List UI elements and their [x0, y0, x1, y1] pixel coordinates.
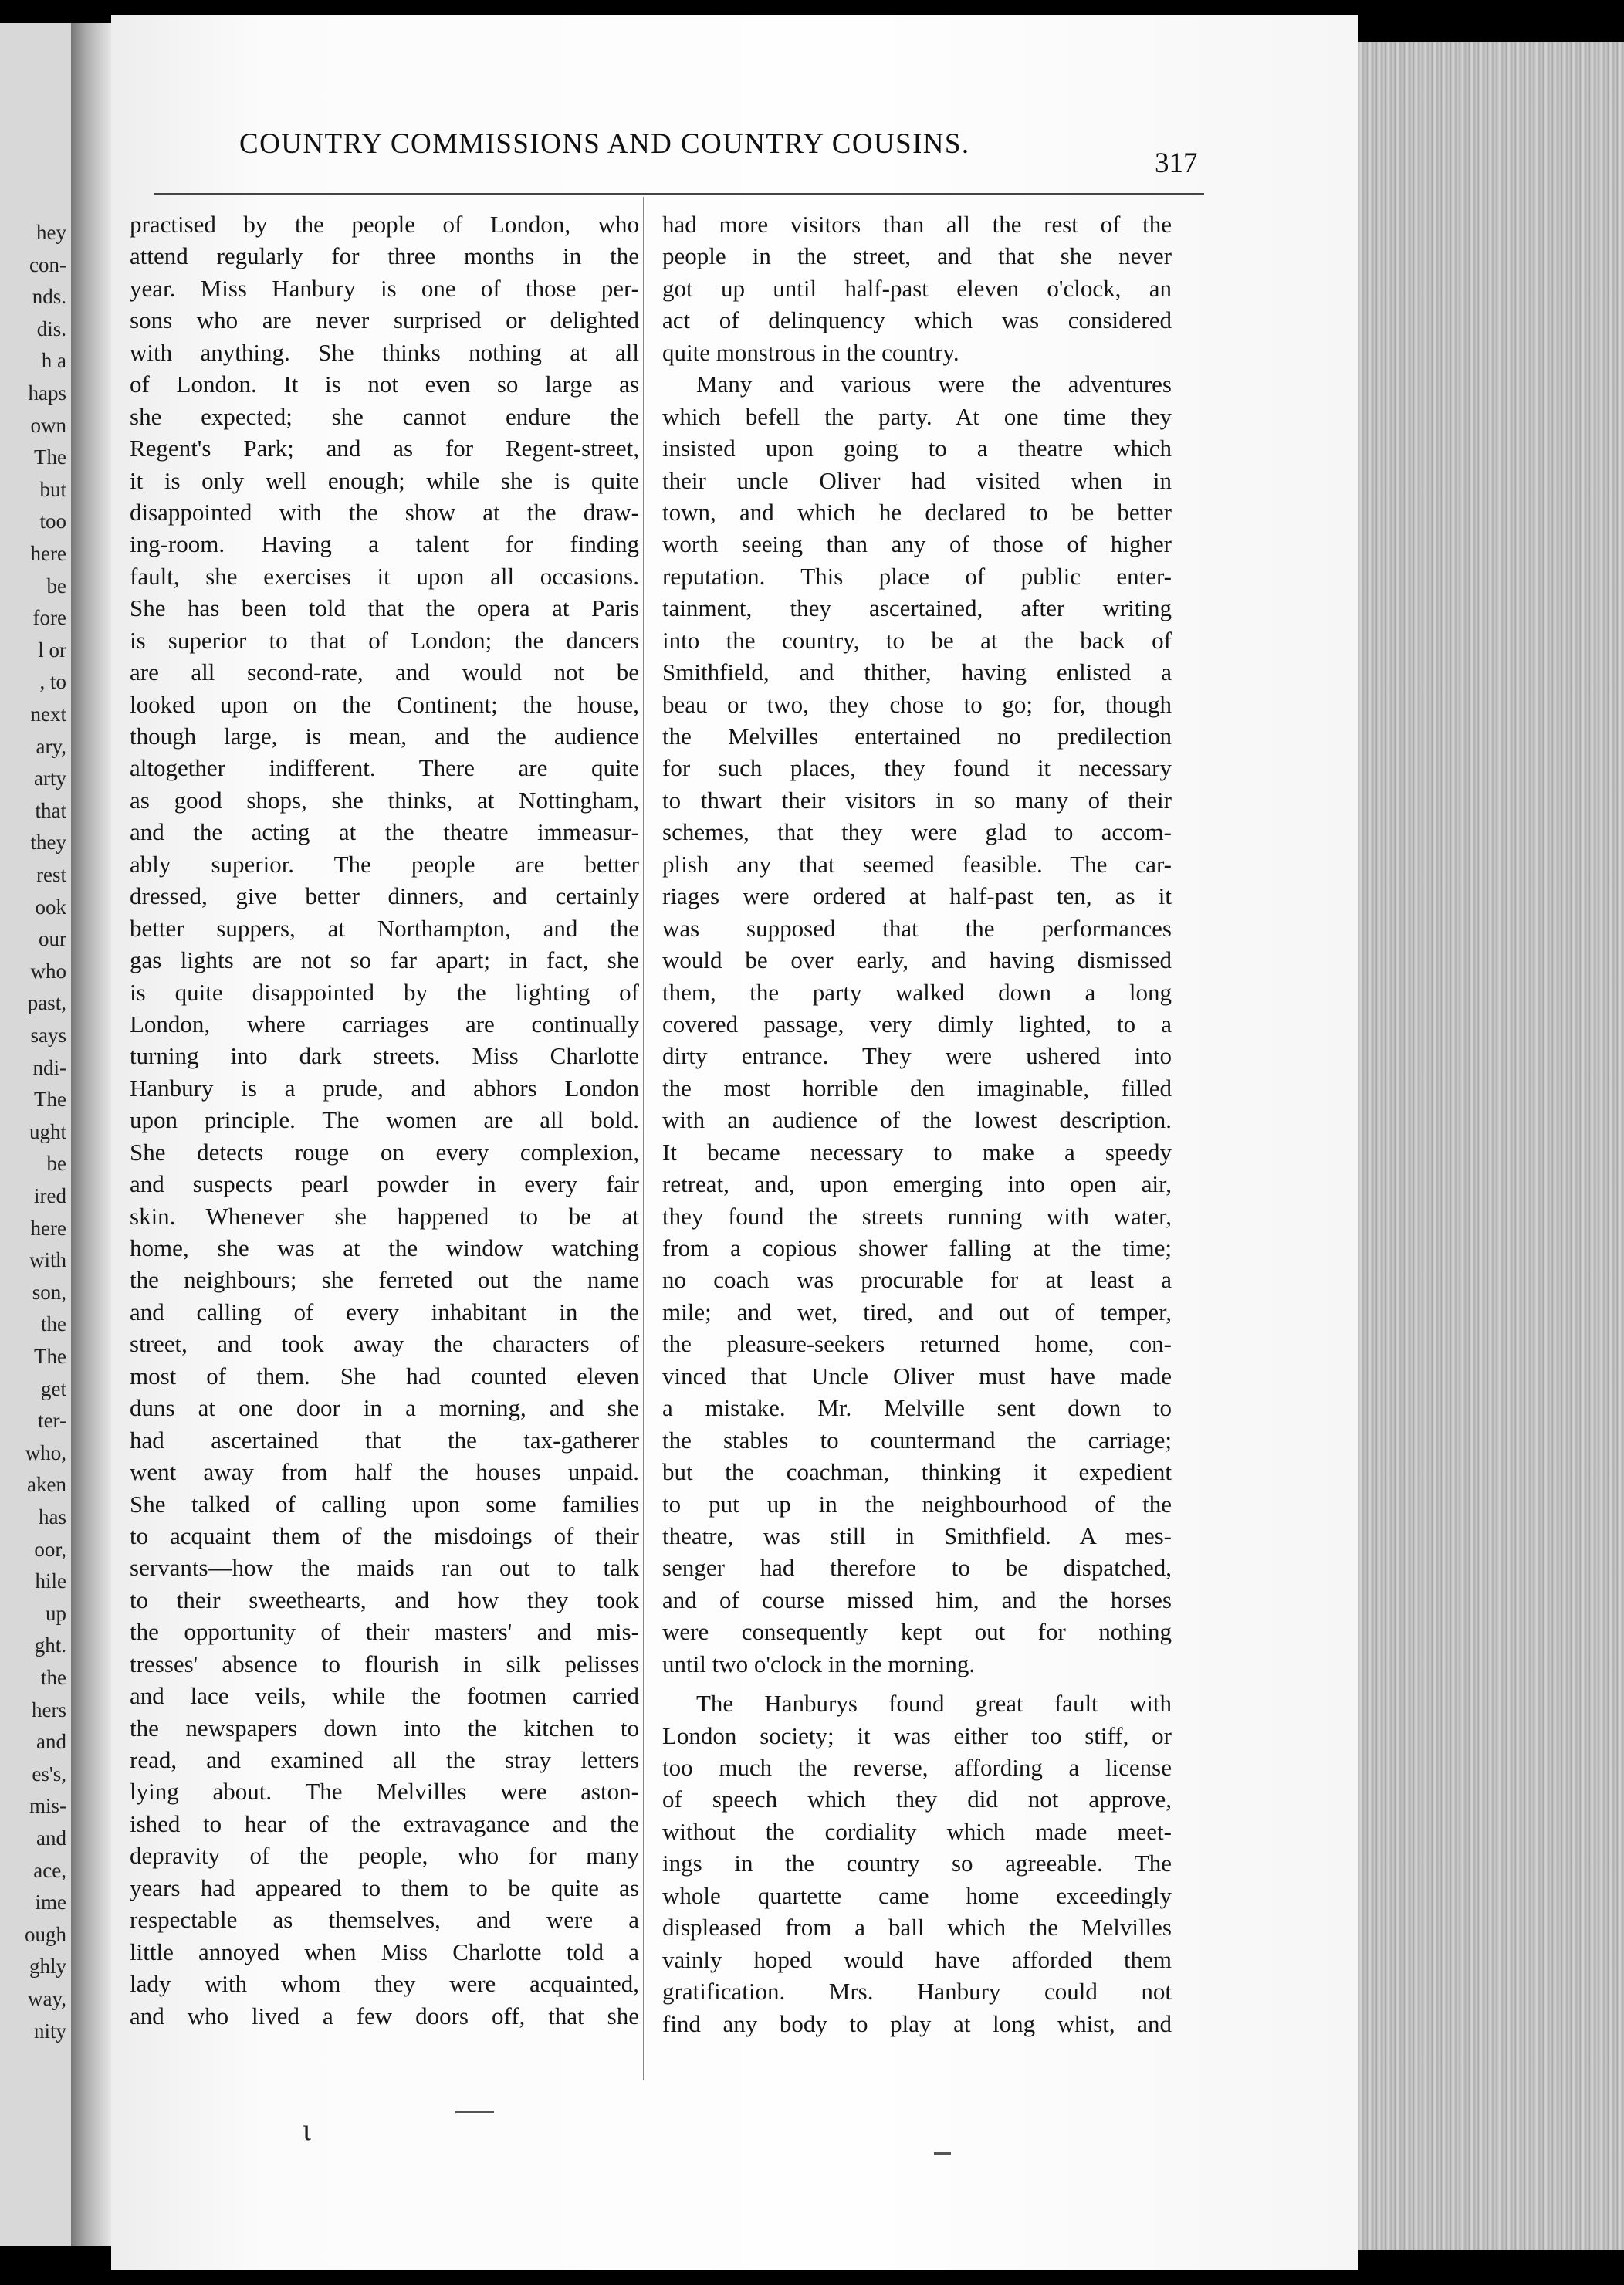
- facing-page-fragment: here: [30, 1216, 66, 1240]
- text-line: to thwart their visitors in so many of their: [662, 786, 1172, 814]
- ink-mark: [455, 2111, 494, 2113]
- text-line: the newspapers down into the kitchen to: [130, 1714, 639, 1742]
- facing-page-fragment: the: [41, 1312, 66, 1336]
- page-number: 317: [1155, 147, 1198, 179]
- text-line: would be over early, and having dismissed: [662, 946, 1172, 974]
- facing-page-fragment: next: [30, 702, 66, 726]
- text-line: from a copious shower falling at the time;: [662, 1234, 1172, 1261]
- text-line: with an audience of the lowest description.: [662, 1106, 1172, 1134]
- text-line: the pleasure-seekers returned home, con-: [662, 1330, 1172, 1358]
- text-line: reputation. This place of public enter-: [662, 562, 1172, 590]
- text-line: tresses' absence to flourish in silk pelisses: [130, 1650, 639, 1677]
- previous-page-edge: [0, 23, 71, 2246]
- left-column: [130, 208, 639, 2032]
- facing-page-fragment: get: [41, 1376, 66, 1400]
- facing-page-fragment: son,: [32, 1280, 66, 1304]
- facing-page-fragment: hers: [32, 1698, 66, 1721]
- facing-page-fragment: be: [46, 1152, 66, 1176]
- facing-page-fragment: past,: [27, 991, 66, 1015]
- text-line: most of them. She had counted eleven: [130, 1362, 639, 1390]
- facing-page-fragment: ter-: [38, 1409, 66, 1433]
- facing-page-fragment: here: [30, 542, 66, 565]
- facing-page-fragment: our: [39, 927, 66, 951]
- text-line: fault, she exercises it upon all occasions.: [130, 562, 639, 590]
- text-line: though large, is mean, and the audience: [130, 723, 639, 750]
- text-line: upon principle. The women are all bold.: [130, 1106, 639, 1134]
- facing-page-fragment: who: [30, 959, 66, 983]
- text-line: lady with whom they were acquainted,: [130, 1970, 639, 1998]
- facing-page-fragment: nds.: [32, 285, 66, 309]
- text-line: The Hanburys found great fault with: [696, 1690, 1172, 1718]
- text-line: a mistake. Mr. Melville sent down to: [662, 1394, 1172, 1422]
- text-line: mile; and wet, tired, and out of temper,: [662, 1298, 1172, 1325]
- text-line: vinced that Uncle Oliver must have made: [662, 1362, 1172, 1390]
- text-line: were consequently kept out for nothing: [662, 1618, 1172, 1646]
- text-line: for such places, they found it necessary: [662, 754, 1172, 782]
- text-line: find any body to play at long whist, and: [662, 2009, 1172, 2037]
- facing-page-fragment: arty: [34, 767, 66, 790]
- text-line: too much the reverse, affording a license: [662, 1754, 1172, 1781]
- facing-page-fragment: ough: [25, 1922, 66, 1946]
- text-line: home, she was at the window watching: [130, 1234, 639, 1261]
- text-line: quite monstrous in the country.: [662, 338, 959, 366]
- facing-page-fragment: haps: [28, 381, 66, 405]
- text-line: ing-room. Having a talent for finding: [130, 530, 639, 558]
- text-line: sons who are never surprised or delighted: [130, 306, 639, 334]
- text-line: the most horrible den imaginable, filled: [662, 1074, 1172, 1102]
- facing-page-fragment: ired: [34, 1184, 66, 1207]
- text-line: without the cordiality which made meet-: [662, 1817, 1172, 1845]
- text-line: whole quartette came home exceedingly: [662, 1881, 1172, 1909]
- text-line: and who lived a few doors off, that she: [130, 2002, 639, 2029]
- facing-page-fragment: fore: [32, 606, 66, 630]
- text-line: is superior to that of London; the dancers: [130, 626, 639, 654]
- text-line: looked upon on the Continent; the house,: [130, 690, 639, 718]
- text-line: of speech which they did not approve,: [662, 1786, 1172, 1813]
- facing-page-fragment: rest: [36, 863, 66, 886]
- text-line: the neighbours; she ferreted out the name: [130, 1266, 639, 1294]
- text-line: she expected; she cannot endure the: [130, 402, 639, 430]
- facing-page-fragment: ook: [35, 895, 66, 919]
- text-line: had more visitors than all the rest of the: [662, 211, 1172, 238]
- facing-page-fragment: who,: [25, 1440, 66, 1464]
- facing-page-fragment: dis.: [36, 317, 66, 340]
- facing-page-fragment: but: [39, 477, 66, 501]
- text-line: little annoyed when Miss Charlotte told a: [130, 1938, 639, 1965]
- text-line: had ascertained that the tax-gatherer: [130, 1426, 639, 1454]
- facing-page-fragment: hile: [35, 1569, 66, 1593]
- text-line: which befell the party. At one time they: [662, 402, 1172, 430]
- text-line: and calling of every inhabitant in the: [130, 1298, 639, 1325]
- text-line: tainment, they ascertained, after writing: [662, 594, 1172, 622]
- facing-page-fragment: ndi-: [32, 1055, 66, 1079]
- text-line: She detects rouge on every complexion,: [130, 1138, 639, 1166]
- text-line: year. Miss Hanbury is one of those per-: [130, 274, 639, 302]
- text-line: ished to hear of the extravagance and the: [130, 1809, 639, 1837]
- text-line: Hanbury is a prude, and abhors London: [130, 1074, 639, 1102]
- text-line: but the coachman, thinking it expedient: [662, 1458, 1172, 1486]
- text-line: their uncle Oliver had visited when in: [662, 466, 1172, 494]
- text-line: as good shops, she thinks, at Nottingham,: [130, 786, 639, 814]
- facing-page-fragment: mis-: [29, 1794, 66, 1818]
- facing-page-fragment: up: [46, 1601, 66, 1625]
- text-line: disappointed with the show at the draw-: [130, 498, 639, 526]
- text-line: Regent's Park; and as for Regent-street,: [130, 435, 639, 462]
- paragraph-gap: [662, 1680, 1172, 1688]
- text-line: She has been told that the opera at Paris: [130, 594, 639, 622]
- facing-page-fragment: and: [36, 1730, 66, 1754]
- text-line: It became necessary to make a speedy: [662, 1138, 1172, 1166]
- text-line: ings in the country so agreeable. The: [662, 1850, 1172, 1877]
- facing-page-fragment: The: [34, 445, 66, 469]
- text-line: and suspects pearl powder in every fair: [130, 1170, 639, 1198]
- facing-page-fragment: says: [30, 1024, 66, 1047]
- text-line: covered passage, very dimly lighted, to a: [662, 1010, 1172, 1038]
- ink-mark: ɩ: [303, 2112, 311, 2147]
- facing-page-fragment: nity: [33, 2019, 66, 2043]
- text-line: London society; it was either too stiff, or: [662, 1721, 1172, 1749]
- text-line: She talked of calling upon some families: [130, 1490, 639, 1518]
- text-line: dressed, give better dinners, and certainly: [130, 882, 639, 910]
- text-line: and the acting at the theatre immeasur-: [130, 818, 639, 846]
- text-line: are all second-rate, and would not be: [130, 658, 639, 686]
- text-line: into the country, to be at the back of: [662, 626, 1172, 654]
- text-line: better suppers, at Northampton, and the: [130, 914, 639, 942]
- facing-page-fragment: ary,: [36, 734, 66, 758]
- column-divider: [643, 197, 644, 2080]
- facing-page-fragment: aken: [27, 1473, 66, 1497]
- text-line: schemes, that they were glad to accom-: [662, 818, 1172, 846]
- text-line: respectable as themselves, and were a: [130, 1906, 639, 1934]
- text-line: went away from half the houses unpaid.: [130, 1458, 639, 1486]
- text-line: to acquaint them of the misdoings of their: [130, 1522, 639, 1549]
- facing-page-fragment: ghly: [29, 1955, 66, 1979]
- facing-page-fragment: way,: [28, 1987, 66, 2010]
- running-head: COUNTRY COMMISSIONS AND COUNTRY COUSINS.: [239, 128, 970, 160]
- text-line: Many and various were the adventures: [696, 371, 1172, 398]
- text-line: displeased from a ball which the Melvilles: [662, 1914, 1172, 1941]
- text-line: the stables to countermand the carriage;: [662, 1426, 1172, 1454]
- facing-page-fragment: too: [39, 509, 66, 533]
- facing-page-fragment: ime: [35, 1891, 66, 1914]
- text-line: attend regularly for three months in the: [130, 242, 639, 270]
- facing-page-fragment: has: [39, 1505, 66, 1528]
- text-line: got up until half-past eleven o'clock, an: [662, 274, 1172, 302]
- text-line: act of delinquency which was considered: [662, 306, 1172, 334]
- text-line: lying about. The Melvilles were aston-: [130, 1778, 639, 1806]
- facing-page-fragment: ght.: [34, 1633, 66, 1657]
- text-line: and of course missed him, and the horses: [662, 1586, 1172, 1613]
- facing-page-fragment: be: [46, 574, 66, 597]
- facing-page-fragment: and: [36, 1826, 66, 1850]
- facing-page-fragment: with: [29, 1248, 66, 1272]
- facing-page-fragment: con-: [29, 252, 66, 276]
- text-line: beau or two, they chose to go; for, though: [662, 690, 1172, 718]
- text-line: years had appeared to them to be quite as: [130, 1874, 639, 1901]
- text-line: altogether indifferent. There are quite: [130, 754, 639, 782]
- book-gutter: [71, 23, 111, 2246]
- facing-page-fragment: ace,: [33, 1858, 66, 1882]
- text-line: it is only well enough; while she is quite: [130, 466, 639, 494]
- text-line: read, and examined all the stray letters: [130, 1746, 639, 1773]
- text-line: gas lights are not so far apart; in fact, she: [130, 946, 639, 974]
- text-line: of London. It is not even so large as: [130, 371, 639, 398]
- text-line: theatre, was still in Smithfield. A mes-: [662, 1522, 1172, 1549]
- ink-mark: [934, 2152, 951, 2155]
- text-line: dirty entrance. They were ushered into: [662, 1042, 1172, 1070]
- text-line: vainly hoped would have afforded them: [662, 1945, 1172, 1973]
- text-line: plish any that seemed feasible. The car-: [662, 850, 1172, 878]
- text-line: depravity of the people, who for many: [130, 1842, 639, 1870]
- facing-page-fragment: that: [35, 798, 66, 822]
- page-stack-edges: [1358, 42, 1624, 2250]
- text-line: practised by the people of London, who: [130, 211, 639, 238]
- text-line: town, and which he declared to be better: [662, 498, 1172, 526]
- text-line: they found the streets running with water,: [662, 1202, 1172, 1230]
- header-rule: [154, 193, 1204, 195]
- facing-page-fragment: , to: [39, 670, 66, 694]
- facing-page-fragment: ught: [29, 1119, 66, 1143]
- text-line: duns at one door in a morning, and she: [130, 1394, 639, 1422]
- text-line: to put up in the neighbourhood of the: [662, 1490, 1172, 1518]
- text-line: senger had therefore to be dispatched,: [662, 1554, 1172, 1582]
- text-line: the opportunity of their masters' and mis-: [130, 1618, 639, 1646]
- text-line: Smithfield, and thither, having enlisted a: [662, 658, 1172, 686]
- facing-page-fragment: The: [34, 1088, 66, 1112]
- text-line: skin. Whenever she happened to be at: [130, 1202, 639, 1230]
- text-line: the Melvilles entertained no predilection: [662, 723, 1172, 750]
- text-line: insisted upon going to a theatre which: [662, 435, 1172, 462]
- facing-page-fragment: hey: [36, 221, 66, 244]
- facing-page-fragment: The: [34, 1345, 66, 1368]
- text-line: gratification. Mrs. Hanbury could not: [662, 1978, 1172, 2006]
- text-line: until two o'clock in the morning.: [662, 1650, 976, 1677]
- text-line: people in the street, and that she never: [662, 242, 1172, 270]
- facing-page-fragment: l or: [38, 638, 66, 662]
- text-line: is quite disappointed by the lighting of: [130, 978, 639, 1006]
- facing-page-fragment: they: [30, 831, 66, 855]
- text-line: London, where carriages are continually: [130, 1010, 639, 1038]
- facing-page-fragment: oor,: [34, 1537, 66, 1561]
- text-line: turning into dark streets. Miss Charlotte: [130, 1042, 639, 1070]
- text-line: worth seeing than any of those of higher: [662, 530, 1172, 558]
- text-line: servants—how the maids ran out to talk: [130, 1554, 639, 1582]
- text-line: no coach was procurable for at least a: [662, 1266, 1172, 1294]
- facing-page-fragment: h a: [41, 349, 66, 373]
- text-line: with anything. She thinks nothing at all: [130, 338, 639, 366]
- text-line: was supposed that the performances: [662, 914, 1172, 942]
- facing-page-fragment: own: [30, 413, 66, 437]
- text-line: street, and took away the characters of: [130, 1330, 639, 1358]
- text-line: retreat, and, upon emerging into open air,: [662, 1170, 1172, 1198]
- right-column: [662, 208, 1172, 2040]
- text-line: ably superior. The people are better: [130, 850, 639, 878]
- facing-page-fragment: the: [41, 1666, 66, 1689]
- text-line: to their sweethearts, and how they took: [130, 1586, 639, 1613]
- text-line: them, the party walked down a long: [662, 978, 1172, 1006]
- text-line: riages were ordered at half-past ten, as it: [662, 882, 1172, 910]
- text-line: and lace veils, while the footmen carried: [130, 1682, 639, 1710]
- facing-page-fragment: es's,: [32, 1762, 66, 1786]
